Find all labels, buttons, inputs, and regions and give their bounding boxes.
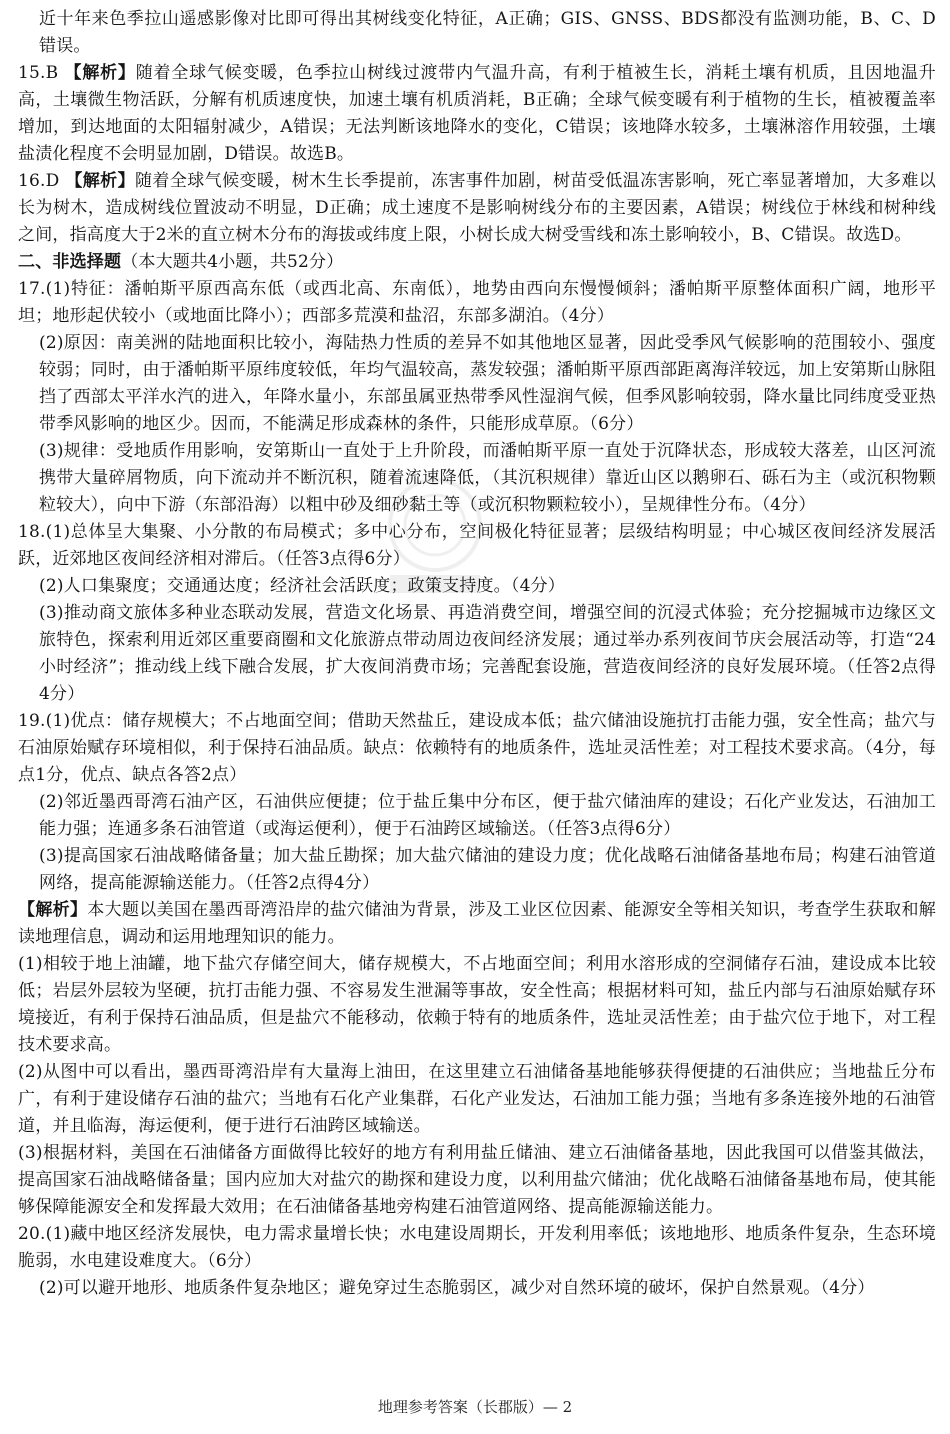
q18-number: 18. <box>18 522 46 542</box>
q19-part2: (2)邻近墨西哥湾石油产区，石油供应便捷；位于盐丘集中分布区，便于盐穴储油库的建设；石化产业发达，石油加工能力强；连通多条石油管道（或海运便利），便于石油跨区域输送。（任答3点得6分） <box>39 792 936 839</box>
section-title: 二、非选择题 <box>18 252 122 272</box>
q16-number: 16. <box>18 171 46 191</box>
q16-answer: D <box>45 171 60 191</box>
section-note: （本大题共4小题，共52分） <box>121 252 344 272</box>
q19-analysis-tag: 【解析】 <box>18 900 88 920</box>
q16-analysis-tag: 【解析】 <box>65 171 135 191</box>
q20-part1-text: (1)藏中地区经济发展快，电力需求量增长快；水电建设周期长，开发利用率低；该地地形、地质条件复杂，生态环境脆弱，水电建设难度大。（6分） <box>18 1224 936 1271</box>
q18-part2: (2)人口集聚度；交通通达度；经济社会活跃度；政策支持度。（4分） <box>39 576 565 596</box>
q19-part3: (3)提高国家石油战略储备量；加大盐丘勘探；加大盐穴储油的建设力度；优化战略石油储备基地布局；构建石油管道网络，提高能源输送能力。（任答2点得4分） <box>39 846 936 893</box>
q15-analysis-tag: 【解析】 <box>64 63 136 83</box>
q19-analysis-1: (1)相较于地上油罐，地下盐穴存储空间大，储存规模大，不占地面空间；利用水溶形成的空洞储存石油，建设成本比较低；岩层外层较为坚硬，抗打击能力强、不容易发生泄漏等事故，安全性高；根据材料可知，盐丘内部与石油原始赋存环境接近，有利于保持石油品质，但是盐穴不能移动，依赖于特有的地质条件，选址灵活性差；由于盐穴位于地下，对工程技术要求高。 <box>18 954 936 1055</box>
q17-part1 <box>18 276 936 330</box>
q17-part3: (3)规律：受地质作用影响，安第斯山一直处于上升阶段，而潘帕斯平原一直处于沉降状态，形成较大落差，山区河流携带大量碎屑物质，向下流动并不断沉积，随着流速降低，（其沉积规律）靠近山区以鹅卵石、砾石为主（或沉积物颗粒较大），向中下游（东部沿海）以粗中砂及细砂黏土等（或沉积物颗粒较小），呈规律性分布。（4分） <box>39 441 936 515</box>
q15-analysis: 随着全球气候变暖，色季拉山树线过渡带内气温升高，有利于植被生长，消耗土壤有机质，且因地温升高，土壤微生物活跃，分解有机质速度快，加速土壤有机质消耗，B正确；全球气候变暖有利于植物的生长，植被覆盖率增加，到达地面的太阳辐射减少，A错误；无法判断该地降水的变化，C错误；该地降水较多，土壤淋溶作用较强，土壤盐渍化程度不会明显加剧，D错误。故选B。 <box>18 63 936 164</box>
q19-analysis-intro-text: 本大题以美国在墨西哥湾沿岸的盐穴储油为背景，涉及工业区位因素、能源安全等相关知识，考查学生获取和解读地理信息，调动和运用地理知识的能力。 <box>18 900 936 947</box>
q19-part1-text: (1)优点：储存规模大；不占地面空间；借助天然盐丘，建设成本低；盐穴储油设施抗打击能力强，安全性高；盐穴与石油原始赋存环境相似，利于保持石油品质。缺点：依赖特有的地质条件，选址灵活性差；对工程技术要求高。（4分，每点1分，优点、缺点各答2点） <box>18 711 936 785</box>
q17-number: 17. <box>18 279 46 299</box>
q19-part1 <box>18 708 936 789</box>
q16-block <box>18 168 936 249</box>
q18-part1-text: (1)总体呈大集聚、小分散的布局模式；多中心分布，空间极化特征显著；层级结构明显；中心城区夜间经济发展活跃，近郊地区夜间经济相对滞后。（任答3点得6分） <box>18 522 936 569</box>
continuation-text: 近十年来色季拉山遥感影像对比即可得出其树线变化特征，A正确；GIS、GNSS、BDS都没有监测功能，B、C、D错误。 <box>39 9 936 56</box>
q19-analysis-intro <box>18 897 936 951</box>
section-heading <box>18 249 936 276</box>
page-footer: 地理参考答案（长郡版）— 2 <box>377 1398 573 1416</box>
q17-part2: (2)原因：南美洲的陆地面积比较小，海陆热力性质的差异不如其他地区显著，因此受季风气候影响的范围较小、强度较弱；同时，由于潘帕斯平原纬度较低，年均气温较高，蒸发较强；潘帕斯平原西部距离海洋较远，加上安第斯山脉阻挡了西部太平洋水汽的进入，年降水量小，东部虽属亚热带季风性湿润气候，但季风影响较弱，降水量比同纬度受亚热带季风影响的地区少。因而，不能满足形成森林的条件，只能形成草原。（6分） <box>39 333 936 434</box>
q19-analysis-2: (2)从图中可以看出，墨西哥湾沿岸有大量海上油田，在这里建立石油储备基地能够获得便捷的石油供应；当地盐丘分布广，有利于建设储存石油的盐穴；当地有石化产业集群，石化产业发达，石油加工能力强；当地有多条连接外地的石油管道，并且临海，海运便利，便于进行石油跨区域输送。 <box>18 1062 936 1136</box>
answer-page <box>18 6 936 1302</box>
q19-analysis-3: (3)根据材料，美国在石油储备方面做得比较好的地方有利用盐丘储油、建立石油储备基地，因此我国可以借鉴其做法，提高国家石油战略储备量；国内应加大对盐穴的勘探和建设力度，以利用盐穴储油；优化战略石油储备基地布局，使其能够保障能源安全和发挥最大效用；在石油储备基地旁构建石油管道网络、提高能源输送能力。 <box>18 1143 936 1217</box>
q20-number: 20. <box>18 1224 46 1244</box>
q18-part3: (3)推动商文旅体多种业态联动发展，营造文化场景、再造消费空间，增强空间的沉浸式体验；充分挖掘城市边缘区文旅特色，探索利用近郊区重要商圈和文化旅游点带动周边夜间经济发展；通过举办系列夜间节庆会展活动等，打造“24小时经济”；推动线上线下融合发展，扩大夜间消费市场；完善配套设施，营造夜间经济的良好发展环境。（任答2点得4分） <box>39 603 936 704</box>
q15-block <box>18 60 936 168</box>
q15-number: 15. <box>18 63 46 83</box>
q18-part1 <box>18 519 936 573</box>
q19-number: 19. <box>18 711 46 731</box>
q20-part1 <box>18 1221 936 1275</box>
q15-answer: B <box>45 63 59 83</box>
q16-analysis: 随着全球气候变暖，树木生长季提前，冻害事件加剧，树苗受低温冻害影响，死亡率显著增加，大多难以长为树木，造成树线位置波动不明显，D正确；成土速度不是影响树线分布的主要因素，A错误；树线位于林线和树种线之间，指高度大于2米的直立树木分布的海拔或纬度上限，小树长成大树受雪线和冻土影响较小，B、C错误。故选D。 <box>18 171 936 245</box>
q20-part2: (2)可以避开地形、地质条件复杂地区；避免穿过生态脆弱区，减少对自然环境的破坏，保护自然景观。（4分） <box>39 1278 875 1298</box>
q17-part1-text: (1)特征：潘帕斯平原西高东低（或西北高、东南低），地势由西向东慢慢倾斜；潘帕斯平原整体面积广阔，地形平坦；地形起伏较小（或地面比降小）；西部多荒漠和盐沼，东部多湖泊。（4分） <box>18 279 936 326</box>
